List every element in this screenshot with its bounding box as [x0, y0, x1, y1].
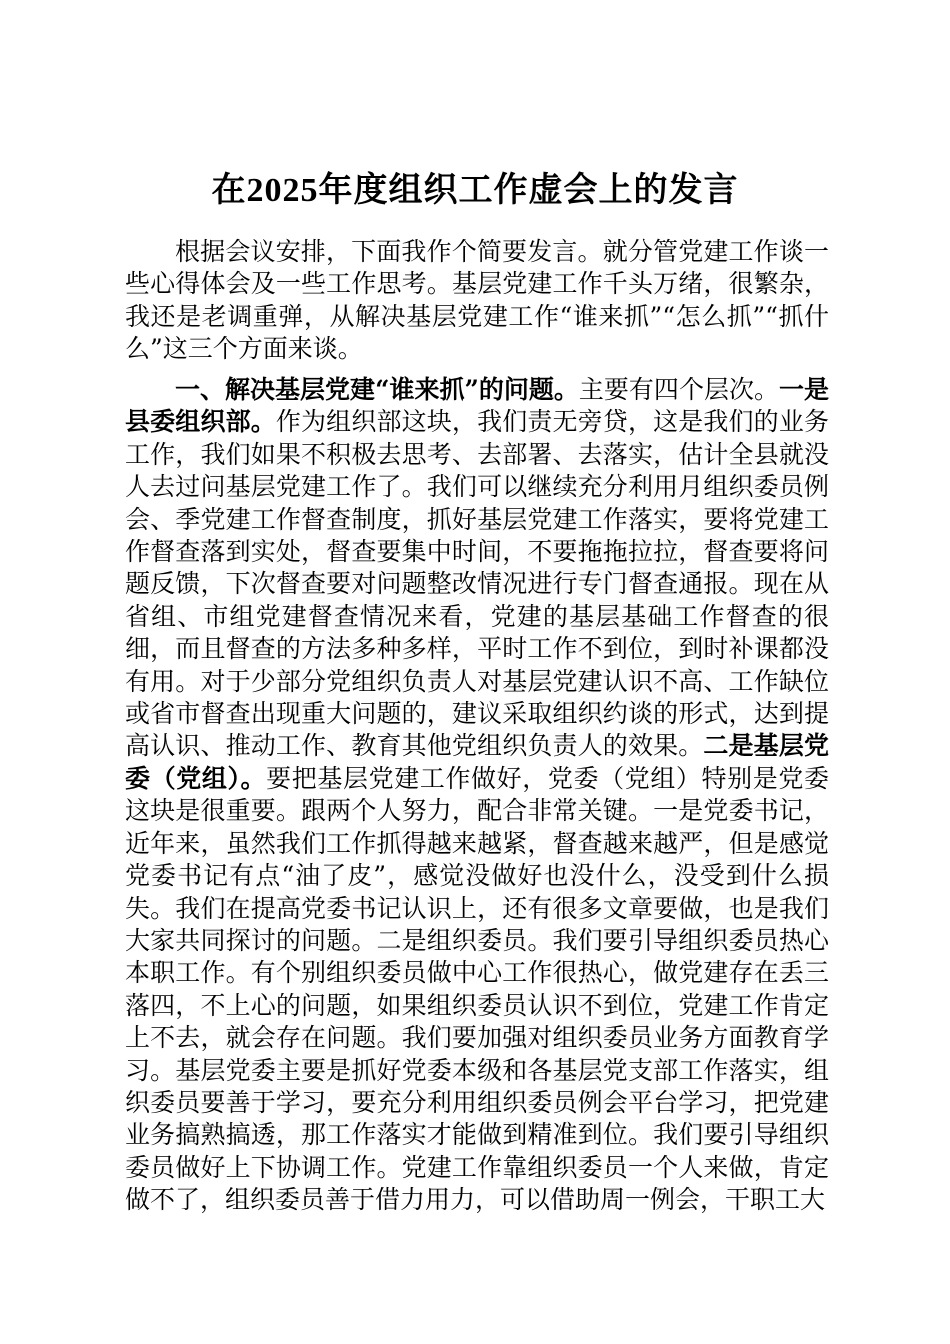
level-one-text: 作为组织部这块，我们责无旁贷，这是我们的业务工作，我们如果不积极去思考、去部署、去落实，估计全县就没人去过问基层党建工作了。我们可以继续充分利用月组织委员例会、季党建工作督查制度，抓好基层党建工作落实，要将党建工作督查落到实处，督查要集中时间，不要拖拖拉拉，督查要将问题反馈，下次督查要对问题整改情况进行专门督查通报。现在从省组、市组党建督查情况来看，党建的基层基础工作督查的很细，而且督查的方法多种多样，平时工作不到位，到时补课都没有用。对于少部分党组织负责人对基层党建认识不高、工作缺位或省市督查出现重大问题的，建议采取组织约谈的形式，达到提高认识、推动工作、教育其他党组织负责人的效果。 — [125, 407, 829, 761]
level-two-text: 要把基层党建工作做好，党委（党组）特别是党委这块是很重要。跟两个人努力，配合非常关键。一是党委书记，近年来，虽然我们工作抓得越来越紧，督查越来越严，但是感觉党委书记有点“油了皮”，感觉没做好也没什么，没受到什么损失。我们在提高党委书记认识上，还有很多文章要做，也是我们大家共同探讨的问题。二是组织委员。我们要引导组织委员热心本职工作。有个别组织委员做中心工作很热心，做党建存在丢三落四，不上心的问题，如果组织委员认识不到位，党建工作肯定上不去，就会存在问题。我们要加强对组织委员业务方面教育学习。基层党委主要是抓好党委本级和各基层党支部工作落实，组织委员要善于学习，要充分利用组织委员例会平台学习，把党建业务搞熟搞透，那工作落实才能做到精准到位。我们要引导组织委员做好上下协调工作。党建工作靠组织委员一个人来做，肯定做不了，组织委员善于借力用力，可以借助周一例会，干职工大 — [125, 763, 829, 1215]
section-heading: 一、解决基层党建“谁来抓”的问题。 — [175, 375, 579, 404]
title-year: 2025 — [246, 172, 319, 209]
paragraph-section-one — [125, 374, 829, 1217]
document-title — [0, 164, 950, 217]
title-prefix: 在 — [211, 170, 247, 210]
level-two-heading: 二是基层党委（党组）。 — [125, 731, 829, 793]
section-text: 主要有四个层次。 — [578, 375, 779, 404]
paragraph-intro: 根据会议安排，下面我作个简要发言。就分管党建工作谈一些心得体会及一些工作思考。基层党建工作千头万绪，很繁杂，我还是老调重弹，从解决基层党建工作“谁来抓”“怎么抓”“抓什么”这三个方面来谈。 — [125, 237, 829, 364]
title-suffix: 年度组织工作虚会上的发言 — [318, 170, 739, 210]
level-one-heading: 一是县委组织部。 — [125, 375, 829, 437]
